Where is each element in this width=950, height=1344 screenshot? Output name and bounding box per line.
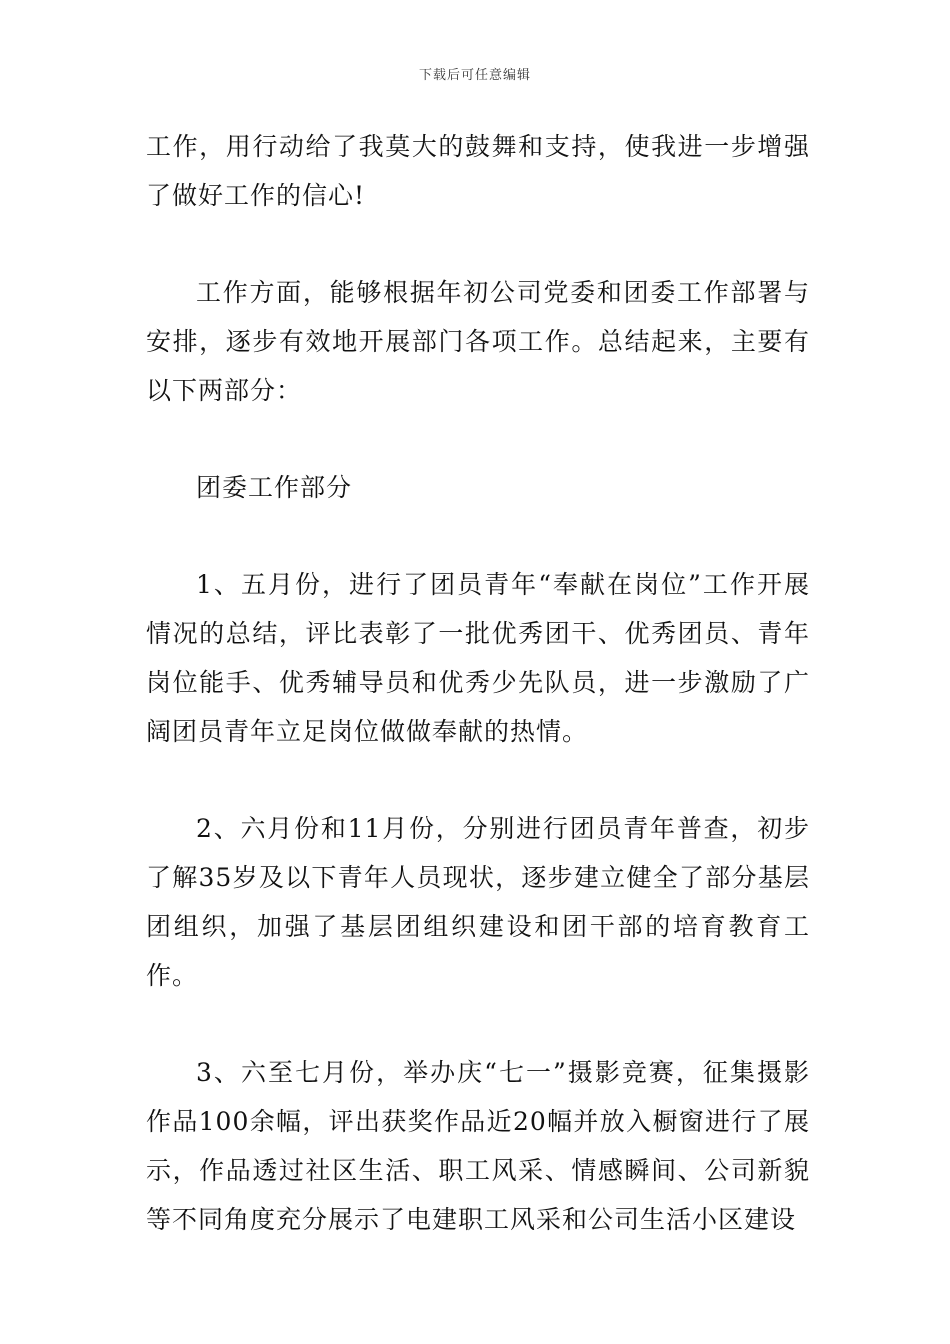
paragraph-work-overview: 工作方面，能够根据年初公司党委和团委工作部署与安排，逐步有效地开展部门各项工作。总结起来，主要有以下两部分：	[146, 278, 810, 405]
section-heading-league-work: 团委工作部分	[196, 473, 353, 502]
list-item-3: 3、六至七月份，举办庆“七一”摄影竞赛，征集摄影作品100余幅，评出获奖作品近20幅并放入橱窗进行了展示，作品透过社区生活、职工风采、情感瞬间、公司新貌等不同角度充分展示了电建职工风采和公司生活小区建设	[146, 1058, 810, 1234]
list-item-2: 2、六月份和11月份，分别进行团员青年普查，初步了解35岁及以下青年人员现状，逐步建立健全了部分基层团组织，加强了基层团组织建设和团干部的培育教育工作。	[146, 814, 810, 990]
paragraph-continuation: 工作，用行动给了我莫大的鼓舞和支持，使我进一步增强了做好工作的信心!	[146, 132, 810, 210]
page-header: 下载后可任意编辑	[418, 68, 531, 83]
document-body	[146, 122, 810, 1292]
list-item-1: 1、五月份，进行了团员青年“奉献在岗位”工作开展情况的总结，评比表彰了一批优秀团干、优秀团员、青年岗位能手、优秀辅导员和优秀少先队员，进一步激励了广阔团员青年立足岗位做做奉献的热情。	[146, 570, 810, 746]
